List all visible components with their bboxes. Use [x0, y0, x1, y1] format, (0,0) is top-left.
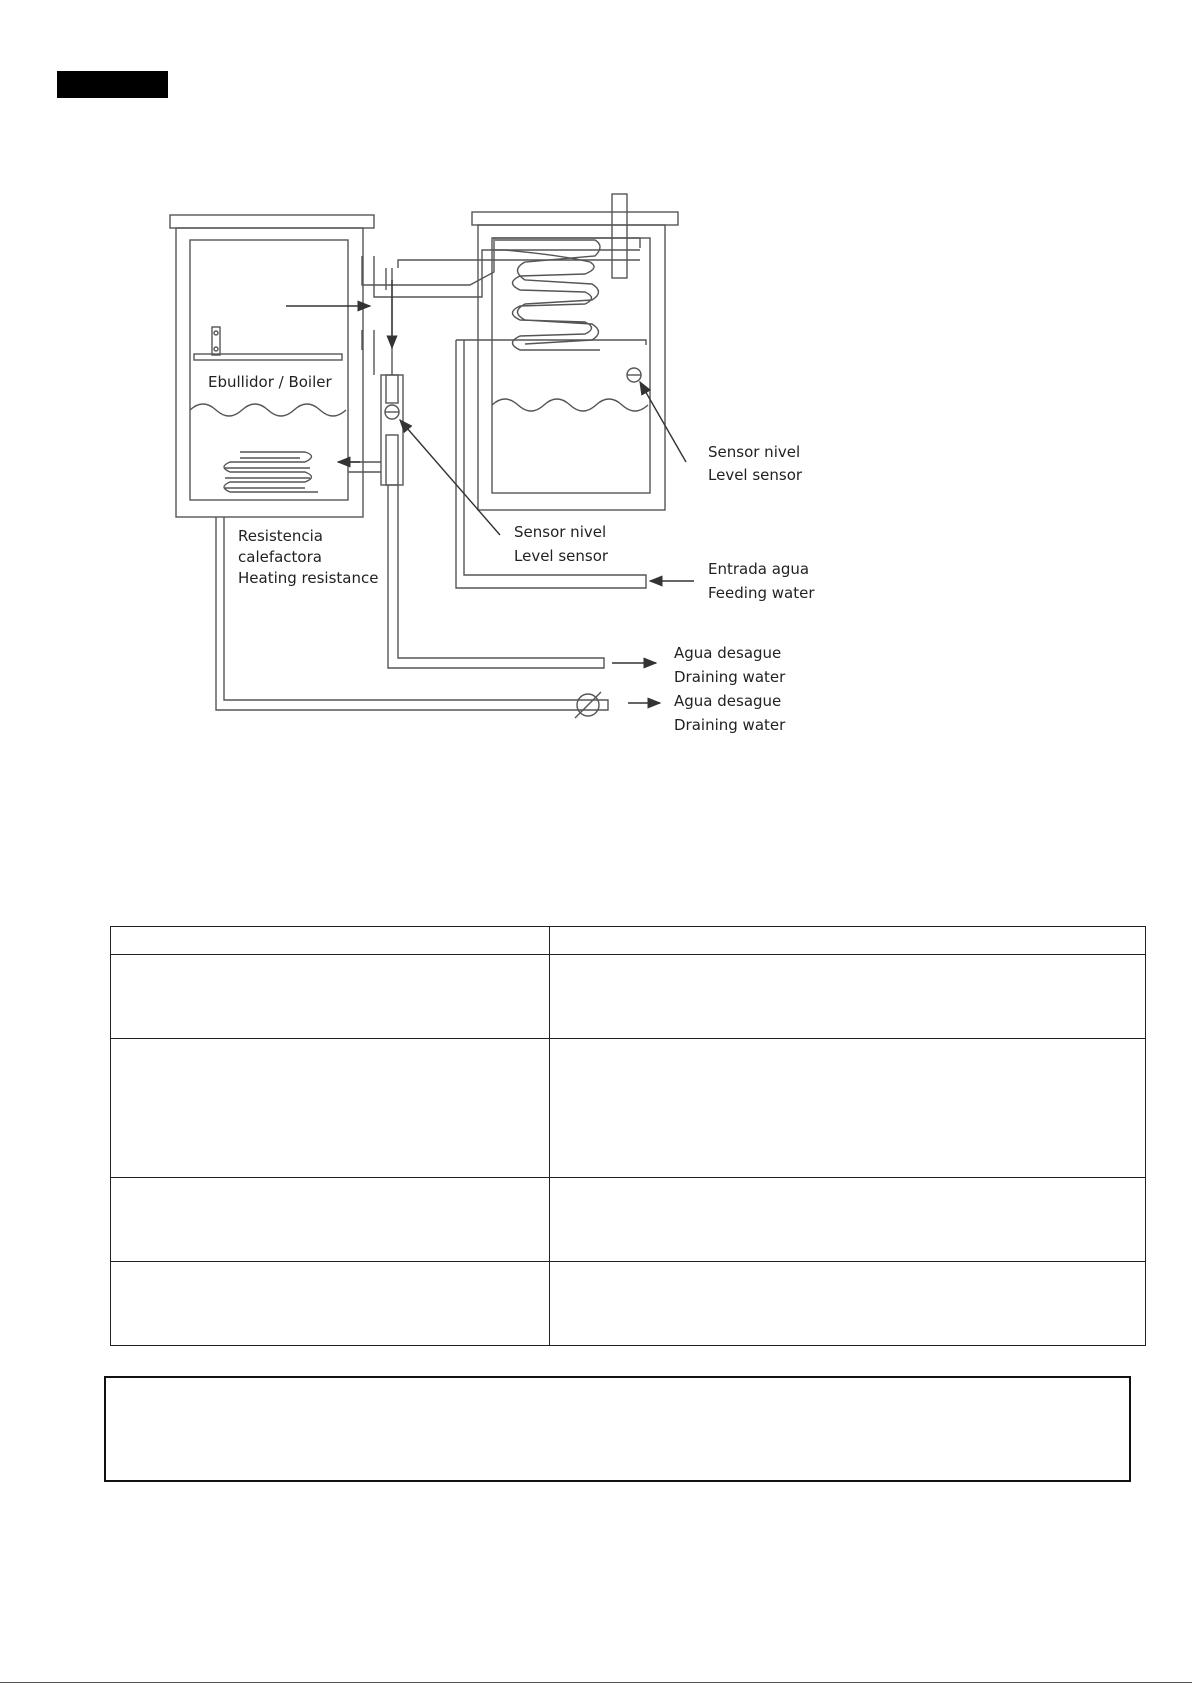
empty-data-table [110, 926, 1146, 1346]
heating-resistance-en: Heating resistance [238, 569, 379, 587]
draining-pipe-1 [388, 485, 607, 668]
draining-water-1-es: Agua desague [674, 644, 782, 662]
feeding-water-en: Feeding water [708, 584, 815, 602]
draining-pipe-2 [216, 517, 608, 710]
condenser-coil [495, 240, 600, 350]
table-row [111, 1178, 1146, 1262]
table-row [111, 1039, 1146, 1178]
heating-resistance-es-1: Resistencia [238, 527, 323, 545]
condenser-tank [472, 194, 678, 510]
level-sensor-center-es: Sensor nivel [514, 523, 607, 541]
table-cell [550, 1039, 1146, 1178]
note-box [104, 1376, 1131, 1482]
central-sensor-column [381, 375, 403, 485]
table-cell [550, 1178, 1146, 1262]
table-cell [550, 1262, 1146, 1346]
boiler-schematic-diagram [0, 0, 1192, 760]
condenser-water-level [492, 399, 648, 411]
heating-coil [224, 452, 318, 492]
table-row [111, 1262, 1146, 1346]
heating-resistance-es-2: calefactora [238, 548, 322, 566]
steam-pipe [362, 238, 640, 297]
table-cell [111, 1178, 550, 1262]
table-cell [111, 955, 550, 1039]
bottom-divider [0, 1682, 1192, 1683]
feeding-water-es: Entrada agua [708, 560, 810, 578]
level-sensor-center-en: Level sensor [514, 547, 609, 565]
table-cell [111, 927, 550, 955]
condensate-pipe [386, 260, 640, 375]
table-cell [550, 927, 1146, 955]
table-header-row [111, 927, 1146, 955]
table-cell [111, 1262, 550, 1346]
level-sensor-center-pointer [400, 420, 500, 535]
boiler-probe [194, 327, 342, 360]
draining-water-2-es: Agua desague [674, 692, 782, 710]
level-sensor-right-en: Level sensor [708, 466, 803, 484]
draining-water-2-en: Draining water [674, 716, 786, 734]
draining-water-1-en: Draining water [674, 668, 786, 686]
boiler-label: Ebullidor / Boiler [208, 373, 332, 391]
boiler-water-level [190, 404, 346, 416]
level-sensor-right-es: Sensor nivel [708, 443, 801, 461]
table-row [111, 955, 1146, 1039]
table-cell [111, 1039, 550, 1178]
level-sensor-right-pointer [640, 382, 686, 462]
table-cell [550, 955, 1146, 1039]
